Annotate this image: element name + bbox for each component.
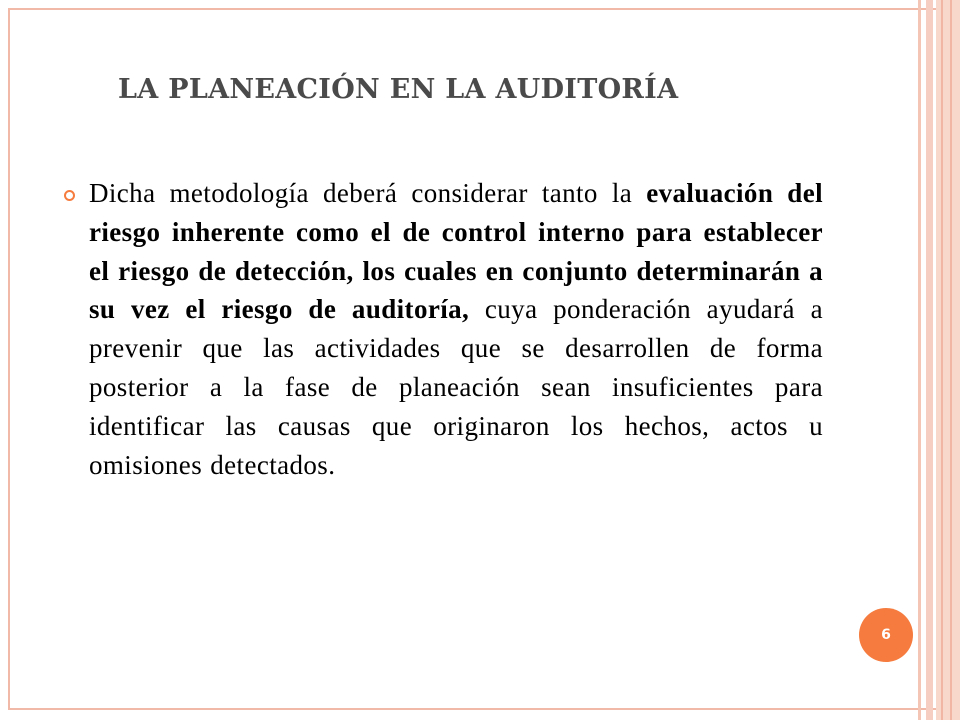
decorative-stripe (950, 0, 952, 720)
slide-title: LA PLANEACIÓN EN LA AUDITORÍA (118, 74, 679, 105)
page-number-badge: 6 (859, 608, 913, 662)
bullet-text-part1: Dicha metodología deberá considerar tanto la (89, 178, 647, 208)
decorative-stripe (926, 0, 933, 720)
bullet-text-bold: evaluación del riesgo inherente como el de control interno para establecer el riesgo de detección, los cuales en conjunto determinarán a su vez el riesgo de auditoría, (89, 178, 823, 325)
bullet-circle-icon (64, 190, 75, 201)
decorative-stripe (936, 0, 960, 720)
decorative-stripe (941, 0, 943, 720)
decorative-stripe (918, 0, 921, 720)
bullet-text-part2: cuya ponderación ayudará a prevenir que las actividades que se desarrollen de forma posterior a la fase de planeación sean insuficientes para identificar las causas que originaron los hechos, actos u omisiones detectados. (89, 294, 823, 480)
bullet-paragraph (89, 174, 823, 484)
